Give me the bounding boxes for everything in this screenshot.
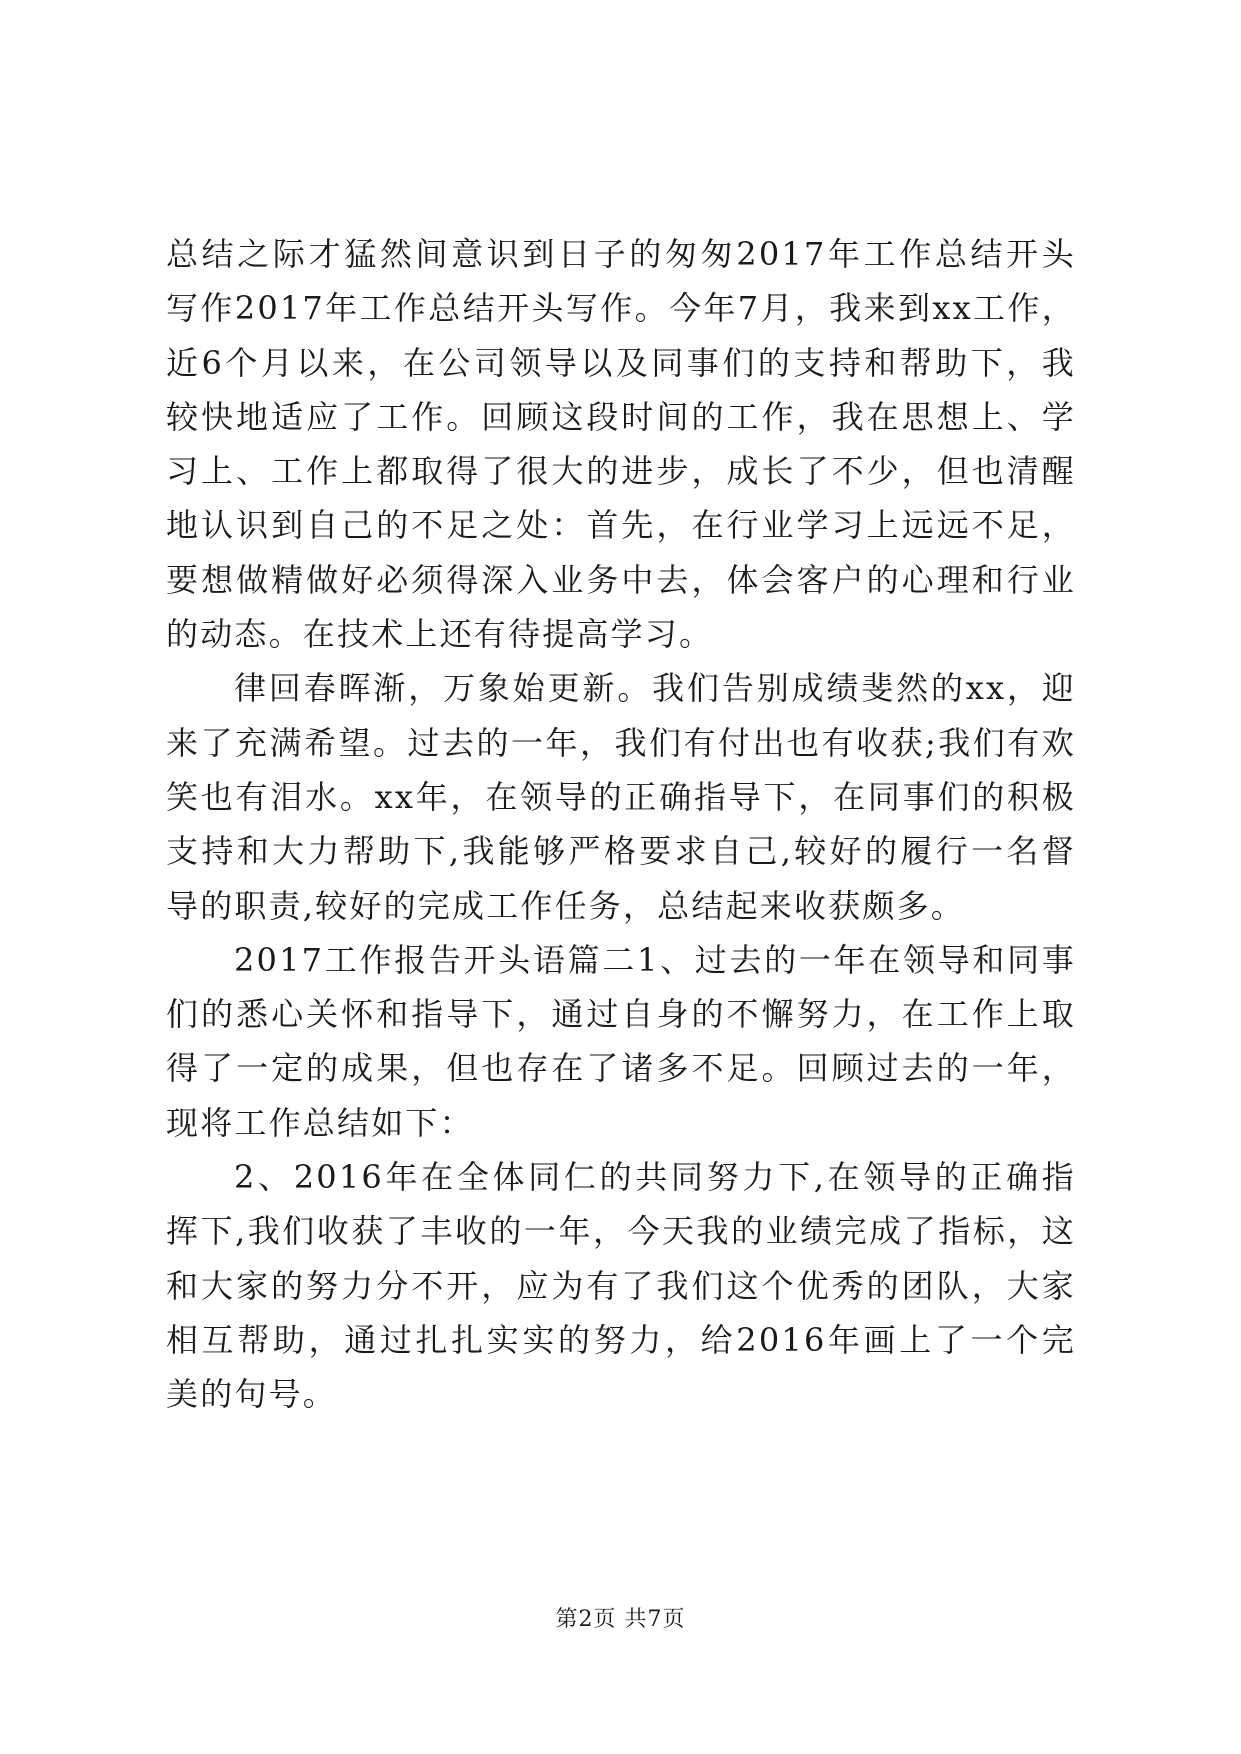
paragraph: 2017工作报告开头语篇二1、过去的一年在领导和同事们的悉心关怀和指导下，通过自身的不懈努力，在工作上取得了一定的成果，但也存在了诸多不足。回顾过去的一年，现将工作总结如下： [166,940,1076,1142]
paragraph: 律回春晖渐，万象始更新。我们告别成绩斐然的xx，迎来了充满希望。过去的一年，我们有付出也有收获;我们有欢笑也有泪水。xx年，在领导的正确指导下，在同事们的积极支持和大力帮助下,我能够严格要求自己,较好的履行一名督导的职责,较好的完成工作任务，总结起来收获颇多。 [166,669,1076,925]
page-number: 第2页 共7页 [555,1607,686,1632]
document-body [166,227,1076,1422]
paragraph: 2、2016年在全体同仁的共同努力下,在领导的正确指挥下,我们收获了丰收的一年，今天我的业绩完成了指标，这和大家的努力分不开，应为有了我们这个优秀的团队，大家相互帮助，通过扎扎实实的努力，给2016年画上了一个完美的句号。 [166,1158,1076,1414]
paragraph-continuation: 总结之际才猛然间意识到日子的匆匆2017年工作总结开头写作2017年工作总结开头写作。今年7月，我来到xx工作，近6个月以来，在公司领导以及同事们的支持和帮助下，我较快地适应了工作。回顾这段时间的工作，我在思想上、学习上、工作上都取得了很大的进步，成长了不少，但也清醒地认识到自己的不足之处：首先，在行业学习上远远不足，要想做精做好必须得深入业务中去，体会客户的心理和行业的动态。在技术上还有待提高学习。 [166,235,1076,654]
